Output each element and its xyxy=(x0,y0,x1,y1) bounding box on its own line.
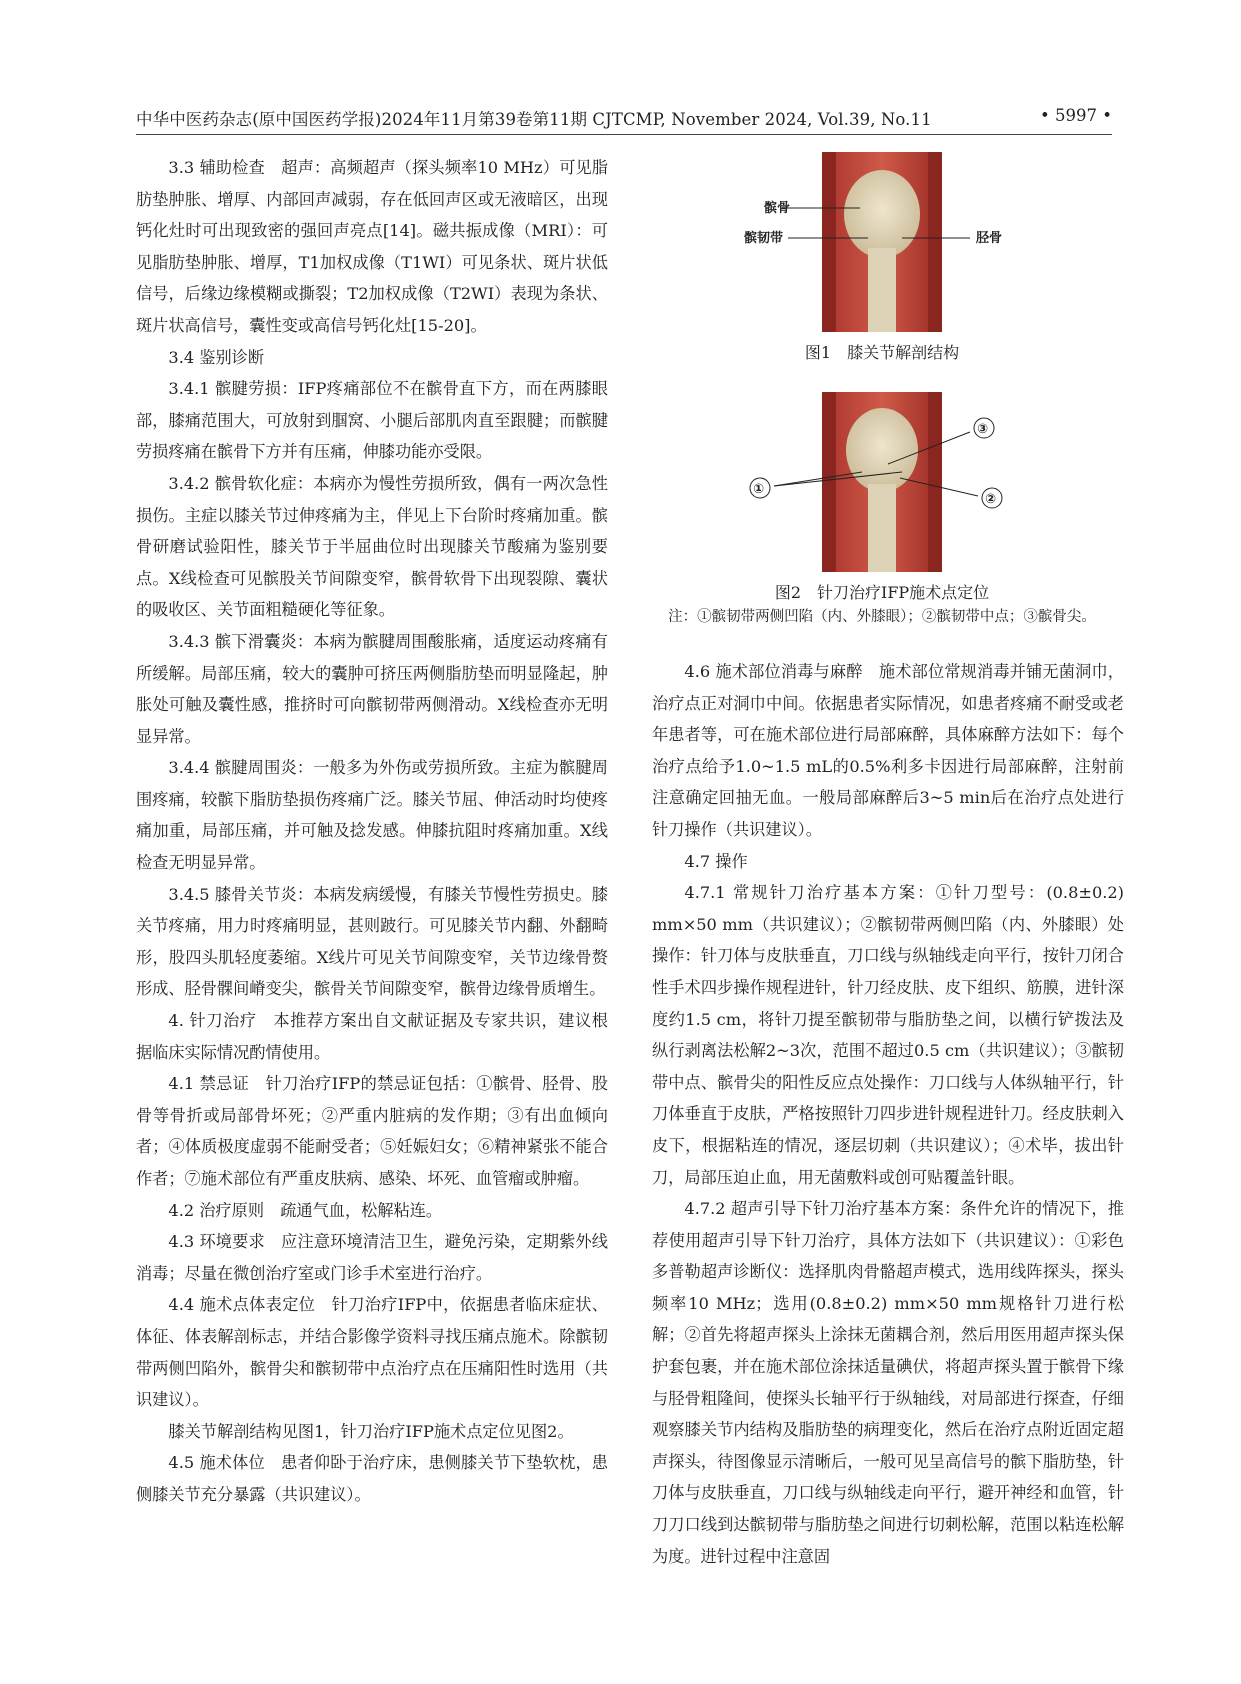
label-patella: 髌骨 xyxy=(764,201,791,216)
paragraph: 膝关节解剖结构见图1，针刀治疗IFP施术点定位见图2。 xyxy=(168,1421,574,1441)
paragraph: 3.4.1 髌腱劳损：IFP疼痛部位不在髌骨直下方，而在两膝眼部，膝痛范围大，可放射到腘窝、小腿后部肌肉直至跟腱；而髌腱劳损疼痛在髌骨下方并有压痛，伸膝功能亦受限。 xyxy=(136,379,608,462)
paragraph: 4.4 施术点体表定位 针刀治疗IFP中，依据患者临床症状、体征、体表解剖标志，并结合影像学资料寻找压痛点施术。除髌韧带两侧凹陷外，髌骨尖和髌韧带中点治疗点在压痛阳性时选用（共识建议）。 xyxy=(136,1295,608,1410)
figure-2-caption: 图2 针刀治疗IFP施术点定位 xyxy=(774,583,990,602)
paragraph: 4.6 施术部位消毒与麻醉 施术部位常规消毒并铺无菌洞巾，治疗点正对洞巾中间。依据患者实际情况，如患者疼痛不耐受或老年患者等，可在施术部位进行局部麻醉，具体麻醉方法如下：每个治疗点给予1.0~1.5 mL的0.5%利多卡因进行局部麻醉，注射前注意确定回抽无血。一般局部麻醉后3~5 min后在治疗点处进行针刀操作（共识建议）。 xyxy=(652,662,1124,839)
acupoint-location-illustration xyxy=(722,392,1042,572)
paragraph: 4.7.2 超声引导下针刀治疗基本方案：条件允许的情况下，推荐使用超声引导下针刀治疗，具体方法如下（共识建议）：①彩色多普勒超声诊断仪：选择肌肉骨骼超声模式，选用线阵探头，探头频率10 MHz；选用(0.8±0.2) mm×50 mm规格针刀进行松解；②首先将超声探头上涂抹无菌耦合剂，然后用医用超声探头保护套包裹，并在施术部位涂抹适量碘伏，将超声探头置于髌骨下缘与胫骨粗隆间，使探头长轴平行于纵轴线，对局部进行探查，仔细观察膝关节内结构及脂肪垫的病理变化，然后在治疗点附近固定超声探头，待图像显示清晰后，一般可见呈高信号的髌下脂肪垫，针刀体与皮肤垂直，刀口线与纵轴线走向平行，避开神经和血管，针刀刀口线到达髌韧带与脂肪垫之间进行切刺松解，范围以粘连松解为度。进针过程中注意固 xyxy=(652,1199,1124,1566)
paragraph: 4.7.1 常规针刀治疗基本方案：①针刀型号：(0.8±0.2) mm×50 mm（共识建议）；②髌韧带两侧凹陷（内、外膝眼）处操作：针刀体与皮肤垂直，刀口线与纵轴线走向平行，按针刀闭合性手术四步操作规程进针，针刀经皮肤、皮下组织、筋膜，进针深度约1.5 cm，将针刀提至髌韧带与脂肪垫之间，以横行铲拨法及纵行剥离法松解2~3次，范围不超过0.5 cm（共识建议）；③髌韧带中点、髌骨尖的阳性反应点处操作：刀口线与人体纵轴平行，针刀体垂直于皮肤，严格按照针刀四步进针规程进针刀。经皮肤刺入皮下，根据粘连的情况，逐层切刺（共识建议）；④术毕，拔出针刀，局部压迫止血，用无菌敷料或创可贴覆盖针眼。 xyxy=(652,883,1124,1187)
knee-anatomy-illustration xyxy=(722,152,1042,332)
paragraph: 4.2 治疗原则 疏通气血，松解粘连。 xyxy=(168,1200,443,1220)
paragraph: 3.4.4 髌腱周围炎：一般多为外伤或劳损所致。主症为髌腱周围疼痛，较髌下脂肪垫损伤疼痛广泛。膝关节屈、伸活动时均使疼痛加重，局部压痛，并可触及捻发感。伸膝抗阻时疼痛加重。X线检查无明显异常。 xyxy=(136,758,608,873)
running-header xyxy=(136,100,1112,135)
paragraph: 4.5 施术体位 患者仰卧于治疗床，患侧膝关节下垫软枕，患侧膝关节充分暴露（共识建议）。 xyxy=(136,1453,608,1504)
paragraph: 3.3 辅助检查 超声：高频超声（探头频率10 MHz）可见脂肪垫肿胀、增厚、内部回声减弱，存在低回声区或无液暗区，出现钙化灶时可出现致密的强回声亮点[14]。磁共振成像（MRI）：可见脂肪垫肿胀、增厚，T1加权成像（T1WI）可见条状、斑片状低信号，后缘边缘模糊或撕裂；T2加权成像（T2WI）表现为条状、斑片状高信号，囊性变或高信号钙化灶[15-20]。 xyxy=(136,158,608,335)
figure-2-note: 注：①髌韧带两侧凹陷（内、外膝眼）；②髌韧带中点；③髌骨尖。 xyxy=(668,609,1096,625)
paragraph: 3.4.5 膝骨关节炎：本病发病缓慢，有膝关节慢性劳损史。膝关节疼痛，用力时疼痛明显，甚则跛行。可见膝关节内翻、外翻畸形，股四头肌轻度萎缩。X线片可见关节间隙变窄，关节边缘骨赘形成、胫骨髁间嵴变尖，髌骨关节间隙变窄，髌骨边缘骨质增生。 xyxy=(136,884,608,999)
right-column xyxy=(652,656,1124,1572)
paragraph: 4. 针刀治疗 本推荐方案出自文献证据及专家共识，建议根据临床实际情况酌情使用。 xyxy=(136,1011,608,1062)
label-patellar-ligament: 髌韧带 xyxy=(744,231,784,246)
figure-2 xyxy=(652,392,1112,626)
figure-1 xyxy=(652,152,1112,363)
section-heading: 4.7 操作 xyxy=(684,851,748,871)
marker-3: ③ xyxy=(977,422,989,437)
figure-1-caption: 图1 膝关节解剖结构 xyxy=(804,343,960,362)
label-tibia: 胫骨 xyxy=(976,231,1003,246)
marker-2: ② xyxy=(985,492,997,507)
section-heading: 3.4 鉴别诊断 xyxy=(168,347,265,367)
paragraph: 3.4.3 髌下滑囊炎：本病为髌腱周围酸胀痛，适度运动疼痛有所缓解。局部压痛，较大的囊肿可挤压两侧脂肪垫而明显隆起，肿胀处可触及囊性感，推挤时可向髌韧带两侧滑动。X线检查亦无明显异常。 xyxy=(136,631,608,746)
page-number: • 5997 • xyxy=(1040,106,1112,125)
paragraph: 4.3 环境要求 应注意环境清洁卫生，避免污染，定期紫外线消毒；尽量在微创治疗室或门诊手术室进行治疗。 xyxy=(136,1232,608,1283)
journal-citation: 中华中医药杂志(原中国医药学报)2024年11月第39卷第11期 CJTCMP, November 2024, Vol.39, No.11 xyxy=(136,110,932,129)
paragraph: 4.1 禁忌证 针刀治疗IFP的禁忌证包括：①髌骨、胫骨、股骨等骨折或局部骨坏死；②严重内脏病的发作期；③有出血倾向者；④体质极度虚弱不能耐受者；⑤妊娠妇女；⑥精神紧张不能合作者；⑦施术部位有严重皮肤病、感染、坏死、血管瘤或肿瘤。 xyxy=(136,1074,608,1188)
left-column xyxy=(136,152,608,1511)
paragraph: 3.4.2 髌骨软化症：本病亦为慢性劳损所致，偶有一两次急性损伤。主症以膝关节过伸疼痛为主，伴见上下台阶时疼痛加重。髌骨研磨试验阳性，膝关节于半屈曲位时出现膝关节酸痛为鉴别要点。X线检查可见髌股关节间隙变窄，髌骨软骨下出现裂隙、囊状的吸收区、关节面粗糙硬化等征象。 xyxy=(136,473,608,620)
marker-1: ① xyxy=(753,482,765,497)
